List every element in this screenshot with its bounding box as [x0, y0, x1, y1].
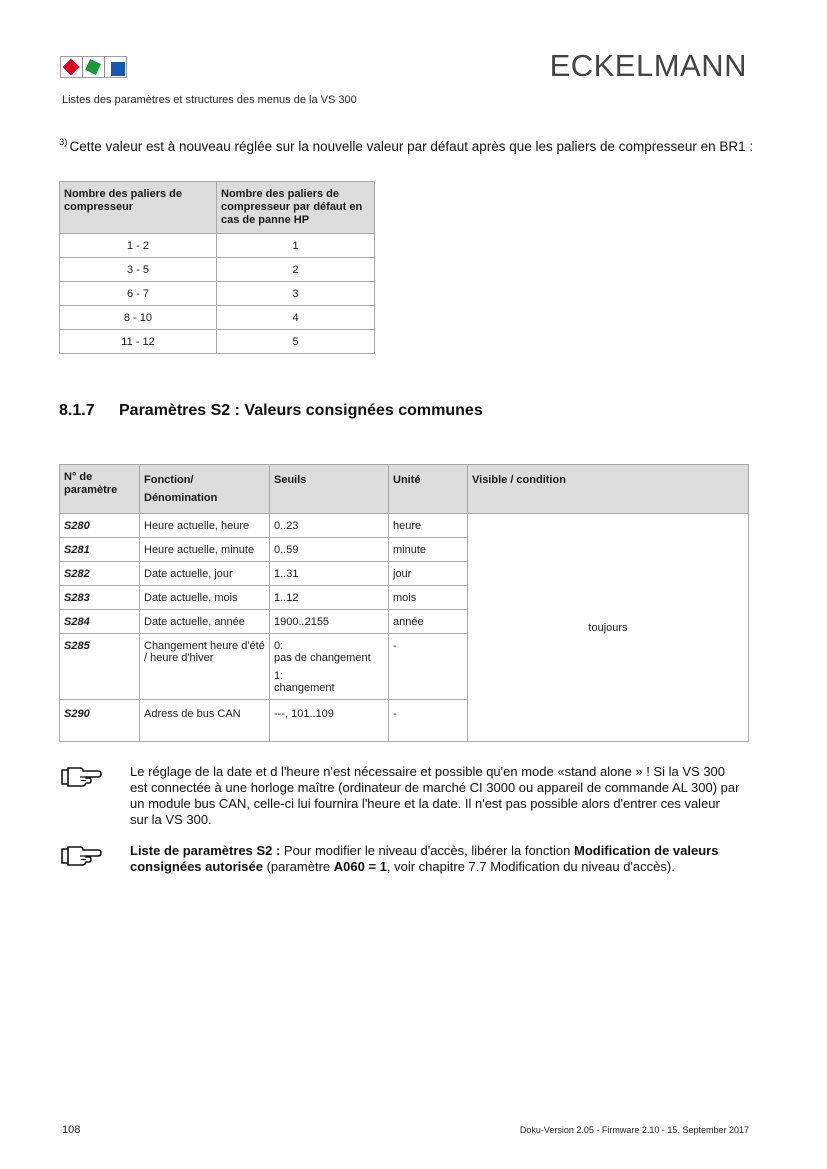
param-unite: -: [389, 700, 468, 742]
param-seuils: ---, 101..109: [270, 700, 389, 742]
table-cell: 6 - 7: [60, 282, 217, 306]
table-row: [60, 306, 375, 330]
footnote-3: [59, 139, 753, 154]
param-seuils: 1900..2155: [270, 610, 389, 634]
header-fonction-line1: Fonction/: [144, 474, 194, 486]
eckelmann-logo-squares: [60, 56, 128, 78]
note-bold-param: A060 = 1: [333, 859, 387, 874]
pointing-hand-icon: [60, 765, 102, 787]
param-code: S282: [60, 562, 140, 586]
table-row: [60, 282, 375, 306]
note-text: Pour modifier le niveau d'accès, libérer la fonction: [280, 843, 574, 858]
param-code: S285: [60, 634, 140, 700]
table-header-row: [60, 182, 375, 234]
seuils-option-1-key: 1:: [274, 670, 284, 682]
section-number: 8.1.7: [59, 402, 95, 419]
table-cell: 4: [217, 306, 375, 330]
param-code: S284: [60, 610, 140, 634]
table-header-row: [60, 465, 749, 514]
param-fonction: Heure actuelle, heure: [140, 514, 270, 538]
param-code: S290: [60, 700, 140, 742]
param-seuils: 0..59: [270, 538, 389, 562]
column-header: Nombre des paliers de compresseur: [60, 182, 217, 234]
section-heading: [59, 402, 483, 420]
pointing-hand-icon: [60, 844, 102, 866]
table-cell: 11 - 12: [60, 330, 217, 354]
table-cell: 1 - 2: [60, 234, 217, 258]
note-text: (paramètre: [262, 859, 334, 874]
param-seuils: [270, 634, 389, 700]
table-row: [60, 234, 375, 258]
param-fonction: Date actuelle, jour: [140, 562, 270, 586]
brand-logo-text: ECKELMANN: [549, 48, 747, 83]
param-unite: année: [389, 610, 468, 634]
page-number: 108: [62, 1124, 81, 1136]
parameters-s2-table: [59, 464, 749, 742]
column-header-fonction: [140, 465, 270, 514]
note-text: , voir chapitre 7.7 Modification du niveau d'accès).: [386, 859, 675, 874]
seuils-option-1-label: changement: [274, 682, 335, 694]
param-unite: mois: [389, 586, 468, 610]
param-fonction: Heure actuelle, minute: [140, 538, 270, 562]
table-row: [60, 514, 749, 538]
footnote-marker: 3): [59, 137, 68, 148]
note-date-time: Le réglage de la date et d l'heure n'est nécessaire et possible qu'en mode «stand alone » ! Si la VS 300 est connectée à une horloge maître (ordinateur de marché CI 3000 ou appareil de commande AL 300) par un module bus CAN, celle-ci lui fournira l'heure et la date. Il n'est pas possible alors d'entrer ces valeur sur la VS 300.: [130, 764, 740, 827]
seuils-option-0-label: pas de changement: [274, 652, 371, 664]
param-unite: heure: [389, 514, 468, 538]
param-visible: toujours: [468, 514, 749, 742]
column-header-unite: Unité: [389, 465, 468, 514]
section-title: Paramètres S2 : Valeurs consignées communes: [119, 402, 483, 419]
note-access-level: [130, 843, 740, 875]
param-seuils: 0..23: [270, 514, 389, 538]
param-fonction: Changement heure d'été / heure d'hiver: [140, 634, 270, 700]
column-header-visible: Visible / condition: [468, 465, 749, 514]
table-cell: 3 - 5: [60, 258, 217, 282]
footer-version: Doku-Version 2.05 - Firmware 2.10 - 15. September 2017: [519, 1125, 749, 1135]
note-bold-title: Liste de paramètres S2 :: [130, 843, 281, 858]
param-unite: minute: [389, 538, 468, 562]
table-cell: 8 - 10: [60, 306, 217, 330]
param-fonction: Date actuelle, année: [140, 610, 270, 634]
header-fonction-line2: Dénomination: [144, 492, 218, 504]
param-seuils: 1..12: [270, 586, 389, 610]
table-cell: 5: [217, 330, 375, 354]
footnote-text: Cette valeur est à nouveau réglée sur la nouvelle valeur par défaut après que les paliers de compresseur en BR1 :: [69, 139, 754, 154]
table-cell: 1: [217, 234, 375, 258]
param-fonction: Adress de bus CAN: [140, 700, 270, 742]
table-row: [60, 258, 375, 282]
column-header-seuils: Seuils: [270, 465, 389, 514]
param-code: S283: [60, 586, 140, 610]
param-unite: -: [389, 634, 468, 700]
column-header: Nombre des paliers de compresseur par défaut en cas de panne HP: [217, 182, 375, 234]
note-bold-function: Modification de valeurs consignées autorisée: [130, 843, 719, 874]
document-title: Listes des paramètres et structures des menus de la VS 300: [62, 94, 357, 106]
param-fonction: Date actuelle, mois: [140, 586, 270, 610]
param-code: S281: [60, 538, 140, 562]
compressor-steps-table: [59, 181, 375, 354]
table-cell: 2: [217, 258, 375, 282]
param-code: S280: [60, 514, 140, 538]
column-header-param: N° de paramètre: [60, 465, 140, 514]
table-row: [60, 330, 375, 354]
seuils-option-0-key: 0:: [274, 640, 284, 652]
param-unite: jour: [389, 562, 468, 586]
table-cell: 3: [217, 282, 375, 306]
param-seuils: 1..31: [270, 562, 389, 586]
